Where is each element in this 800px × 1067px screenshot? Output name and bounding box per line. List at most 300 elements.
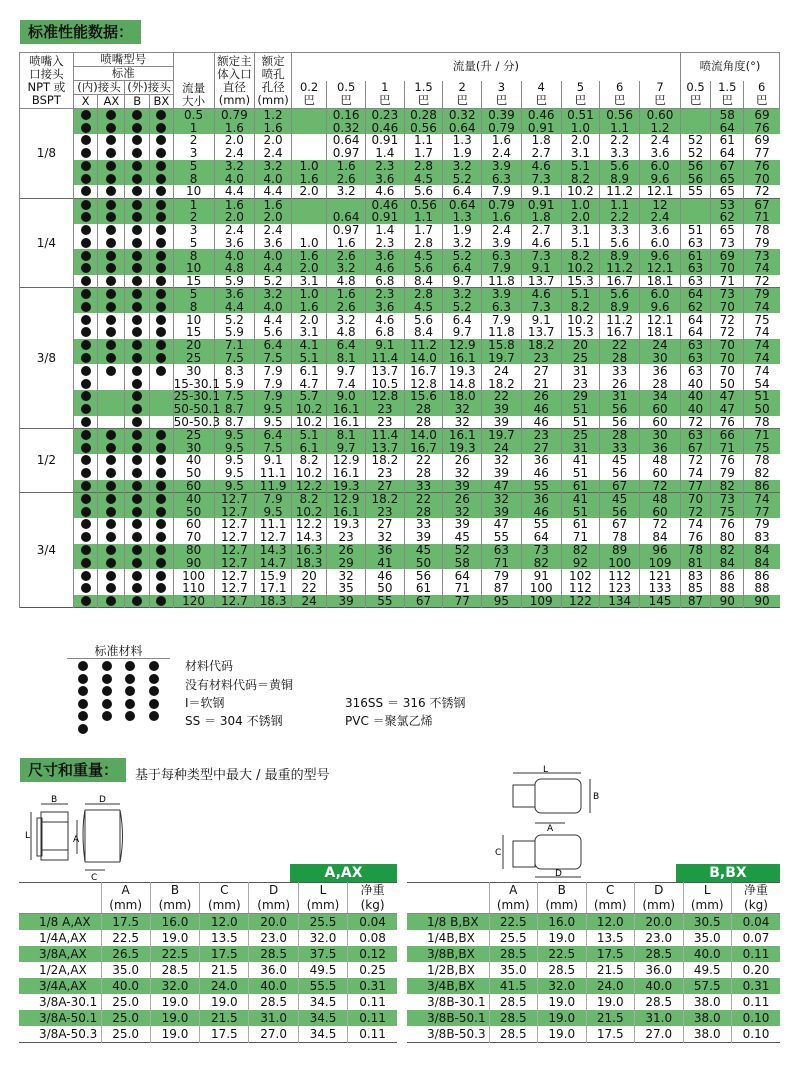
performance-cell: 9.1 xyxy=(521,313,561,326)
performance-cell: 26 xyxy=(327,544,366,557)
performance-cell: 4.6 xyxy=(521,288,561,301)
model-availability xyxy=(73,582,98,595)
available-dot-icon xyxy=(156,481,166,491)
material-dot-icon xyxy=(78,674,88,684)
performance-cell: 7.1 xyxy=(214,339,255,352)
performance-cell: 4.8 xyxy=(214,262,255,275)
performance-cell: 67 xyxy=(681,441,711,454)
performance-cell: 112 xyxy=(600,569,640,582)
performance-cell: 84 xyxy=(711,556,744,569)
performance-cell: 32 xyxy=(443,505,482,518)
model-availability xyxy=(125,364,150,377)
dim-model: 3/4B,BX xyxy=(427,979,475,993)
material-dot-icon xyxy=(78,711,88,721)
available-dot-icon xyxy=(81,519,91,529)
performance-cell: 16.1 xyxy=(327,467,366,480)
performance-cell: 7.9 xyxy=(482,185,522,198)
available-dot-icon xyxy=(81,327,91,337)
performance-cell: 30 xyxy=(640,428,681,441)
p-7: 7 巴 xyxy=(640,81,681,109)
performance-cell: 7.9 xyxy=(255,492,292,505)
available-dot-icon xyxy=(81,430,91,440)
dim-value: 0.12 xyxy=(348,946,397,962)
dim-value: 31.0 xyxy=(635,1010,684,1026)
performance-cell: 33 xyxy=(404,518,443,531)
available-dot-icon xyxy=(132,327,142,337)
performance-cell: 64 xyxy=(521,531,561,544)
available-dot-icon xyxy=(81,558,91,568)
capacity-header: 流量 大小 xyxy=(173,53,214,109)
performance-cell: 6.8 xyxy=(366,326,405,339)
dim-value: 20.0 xyxy=(249,914,298,931)
available-dot-icon xyxy=(81,443,91,453)
p-5: 5 巴 xyxy=(561,81,600,109)
performance-cell: 11.2 xyxy=(600,262,640,275)
performance-cell: 8 xyxy=(173,300,214,313)
ax-b-label: B xyxy=(51,795,58,805)
performance-cell: 88 xyxy=(744,582,780,595)
performance-cell: 1.3 xyxy=(443,134,482,147)
dim-value: 35.0 xyxy=(489,962,538,978)
performance-cell: 70 xyxy=(711,262,744,275)
material-cell xyxy=(142,673,166,686)
model-availability xyxy=(150,134,174,147)
performance-cell: 47 xyxy=(711,403,744,416)
model-availability xyxy=(73,262,98,275)
performance-cell: 5.1 xyxy=(291,428,326,441)
available-dot-icon xyxy=(156,123,166,133)
material-cell xyxy=(95,723,119,736)
performance-cell: 9.1 xyxy=(366,339,405,352)
performance-cell: 12.8 xyxy=(366,390,405,403)
performance-cell: 0.23 xyxy=(366,109,405,122)
p-3: 3 巴 xyxy=(482,81,522,109)
material-i: I＝软钢 xyxy=(185,696,225,710)
performance-cell: 8 xyxy=(173,249,214,262)
performance-cell: 4.4 xyxy=(255,262,292,275)
dim-value: 19.0 xyxy=(586,994,635,1010)
performance-cell: 9.5 xyxy=(214,441,255,454)
performance-cell: 80 xyxy=(711,531,744,544)
performance-cell: 4.4 xyxy=(255,313,292,326)
performance-table xyxy=(19,52,780,608)
performance-cell: 22 xyxy=(404,492,443,505)
performance-cell: 12.1 xyxy=(640,313,681,326)
available-dot-icon xyxy=(132,430,142,440)
model-availability xyxy=(98,326,125,339)
performance-cell: 3.2 xyxy=(443,160,482,173)
dim-value: 38.0 xyxy=(683,1010,732,1026)
performance-cell: 71 xyxy=(711,275,744,288)
performance-cell: 50 xyxy=(366,582,405,595)
dim-header: A (mm) xyxy=(489,883,538,914)
performance-cell: 7.5 xyxy=(255,352,292,365)
dim-value: 32.0 xyxy=(298,930,347,946)
available-dot-icon xyxy=(132,289,142,299)
available-dot-icon xyxy=(156,238,166,248)
performance-cell: 1.0 xyxy=(291,160,326,173)
performance-cell: 1.9 xyxy=(443,147,482,160)
performance-cell: 100 xyxy=(521,582,561,595)
material-dot-icon xyxy=(125,661,135,671)
performance-cell: 51 xyxy=(561,505,600,518)
performance-row xyxy=(20,390,780,403)
performance-cell: 12.7 xyxy=(214,569,255,582)
performance-cell: 51 xyxy=(681,224,711,237)
performance-cell: 4.6 xyxy=(521,160,561,173)
performance-cell: 5.6 xyxy=(404,313,443,326)
model-availability xyxy=(98,416,125,429)
performance-cell: 61 xyxy=(404,582,443,595)
performance-cell: 5.2 xyxy=(443,300,482,313)
performance-cell: 56 xyxy=(681,160,711,173)
material-dot-icon xyxy=(102,699,112,709)
model-availability xyxy=(98,249,125,262)
material-cell xyxy=(119,673,143,686)
angle-header: 喷流角度(°) xyxy=(681,53,780,81)
available-dot-icon xyxy=(106,558,116,568)
available-dot-icon xyxy=(106,494,116,504)
model-availability xyxy=(125,480,150,493)
performance-cell: 102 xyxy=(561,569,600,582)
performance-cell: 56 xyxy=(681,172,711,185)
performance-cell: 2.4 xyxy=(482,224,522,237)
dim-value: 25.5 xyxy=(298,914,347,931)
model-availability xyxy=(150,480,174,493)
performance-cell: 9.7 xyxy=(327,441,366,454)
model-availability xyxy=(125,147,150,160)
performance-cell: 4.0 xyxy=(255,172,292,185)
performance-cell: 1.7 xyxy=(404,224,443,237)
dim-value: 13.5 xyxy=(200,930,249,946)
available-dot-icon xyxy=(106,468,116,478)
performance-cell: 83 xyxy=(744,531,780,544)
performance-cell: 36 xyxy=(640,441,681,454)
dim-value: 24.0 xyxy=(200,978,249,994)
available-dot-icon xyxy=(106,161,116,171)
materials-dot-grid xyxy=(67,659,170,736)
performance-cell: 4.4 xyxy=(214,300,255,313)
available-dot-icon xyxy=(132,302,142,312)
performance-cell: 46 xyxy=(521,416,561,429)
performance-cell: 10.2 xyxy=(291,403,326,416)
available-dot-icon xyxy=(106,110,116,120)
dim-value: 17.5 xyxy=(200,946,249,962)
performance-cell: 1.6 xyxy=(327,288,366,301)
performance-cell: 24 xyxy=(482,441,522,454)
dim-row xyxy=(19,1010,397,1026)
dim-value: 36.0 xyxy=(635,962,684,978)
dim-row xyxy=(407,914,780,931)
performance-cell: 36 xyxy=(521,492,561,505)
dim-value: 40.0 xyxy=(249,978,298,994)
performance-cell: 9.7 xyxy=(443,326,482,339)
performance-cell: 17.1 xyxy=(255,582,292,595)
performance-cell: 6.8 xyxy=(366,275,405,288)
model-availability xyxy=(98,198,125,211)
model-availability xyxy=(98,377,125,390)
available-dot-icon xyxy=(156,212,166,222)
performance-cell: 20 xyxy=(561,339,600,352)
model-availability xyxy=(125,160,150,173)
model-availability xyxy=(150,249,174,262)
dim-value: 34.5 xyxy=(298,1010,347,1026)
performance-cell: 0.46 xyxy=(366,121,405,134)
dim-value: 28.5 xyxy=(249,946,298,962)
performance-cell: 12.7 xyxy=(214,531,255,544)
performance-cell: 80 xyxy=(173,544,214,557)
performance-cell: 86 xyxy=(744,569,780,582)
performance-cell: 70 xyxy=(711,300,744,313)
performance-row xyxy=(20,364,780,377)
performance-cell: 39 xyxy=(404,531,443,544)
dim-row xyxy=(407,930,780,946)
available-dot-icon xyxy=(106,212,116,222)
performance-cell: 11.4 xyxy=(366,352,405,365)
performance-cell xyxy=(291,224,326,237)
available-dot-icon xyxy=(106,455,116,465)
performance-cell: 70 xyxy=(173,531,214,544)
available-dot-icon xyxy=(132,353,142,363)
model-availability xyxy=(73,326,98,339)
performance-cell: 8.4 xyxy=(404,326,443,339)
model-availability xyxy=(125,198,150,211)
performance-cell: 0.91 xyxy=(366,134,405,147)
performance-cell: 25 xyxy=(173,428,214,441)
bx-l-label: L xyxy=(543,765,549,775)
performance-cell: 109 xyxy=(521,595,561,608)
performance-cell: 1.2 xyxy=(640,121,681,134)
performance-cell: 13.7 xyxy=(366,364,405,377)
material-cell xyxy=(95,673,119,686)
model-availability xyxy=(73,492,98,505)
performance-cell: 73 xyxy=(744,249,780,262)
performance-cell: 0.91 xyxy=(366,211,405,224)
performance-cell: 39 xyxy=(482,403,522,416)
performance-cell: 122 xyxy=(561,595,600,608)
material-dot-icon xyxy=(78,699,88,709)
model-availability xyxy=(125,416,150,429)
dim-value: 25.0 xyxy=(101,994,150,1010)
performance-cell: 63 xyxy=(681,428,711,441)
performance-cell: 15.8 xyxy=(482,339,522,352)
model-availability xyxy=(98,582,125,595)
performance-cell: 72 xyxy=(744,275,780,288)
available-dot-icon xyxy=(81,200,91,210)
dim-header: 净重 (kg) xyxy=(348,883,397,914)
available-dot-icon xyxy=(132,571,142,581)
available-dot-icon xyxy=(132,596,142,606)
performance-cell: 50-50.3 xyxy=(173,414,220,429)
performance-cell: 92 xyxy=(561,556,600,569)
available-dot-icon xyxy=(81,212,91,222)
performance-cell: 0.56 xyxy=(404,198,443,211)
performance-row xyxy=(20,275,780,288)
performance-cell: 74 xyxy=(744,492,780,505)
performance-cell: 2.7 xyxy=(521,147,561,160)
available-dot-icon xyxy=(156,110,166,120)
dim-header: D (mm) xyxy=(635,883,684,914)
performance-cell: 74 xyxy=(681,518,711,531)
performance-cell: 71 xyxy=(482,556,522,569)
performance-cell xyxy=(291,121,326,134)
dim-value: 22.5 xyxy=(489,914,538,931)
model-availability xyxy=(73,377,98,390)
performance-cell: 2.8 xyxy=(404,236,443,249)
performance-cell: 70 xyxy=(711,352,744,365)
available-dot-icon xyxy=(81,404,91,414)
performance-cell: 1.0 xyxy=(561,198,600,211)
dim-value: 21.5 xyxy=(200,962,249,978)
performance-cell: 84 xyxy=(640,531,681,544)
performance-cell: 8.7 xyxy=(214,416,255,429)
performance-cell: 47 xyxy=(711,390,744,403)
performance-cell xyxy=(681,109,711,122)
model-availability xyxy=(150,224,174,237)
performance-cell: 63 xyxy=(681,236,711,249)
performance-cell: 60 xyxy=(640,505,681,518)
performance-cell xyxy=(291,134,326,147)
performance-cell: 60 xyxy=(173,480,214,493)
dim-value: 0.31 xyxy=(348,978,397,994)
performance-cell: 4.6 xyxy=(366,185,405,198)
dim-value: 0.20 xyxy=(732,962,781,978)
model-availability xyxy=(150,109,174,122)
performance-cell: 2.0 xyxy=(291,313,326,326)
material-cell xyxy=(71,698,95,711)
material-dot-icon xyxy=(102,674,112,684)
ax-dimension-drawing xyxy=(25,792,135,882)
available-dot-icon xyxy=(132,417,142,427)
performance-cell: 24 xyxy=(640,339,681,352)
dim-model: 3/8A-50.1 xyxy=(39,1011,98,1025)
performance-cell: 56 xyxy=(600,416,640,429)
model-availability xyxy=(73,275,98,288)
available-dot-icon xyxy=(132,558,142,568)
model-availability xyxy=(98,454,125,467)
model-availability xyxy=(98,275,125,288)
performance-cell: 16.7 xyxy=(404,441,443,454)
performance-cell: 4.5 xyxy=(404,300,443,313)
performance-row xyxy=(20,403,780,416)
available-dot-icon xyxy=(106,174,116,184)
performance-cell: 3.1 xyxy=(291,326,326,339)
model-availability xyxy=(150,236,174,249)
model-availability xyxy=(150,364,174,377)
available-dot-icon xyxy=(106,366,116,376)
performance-cell: 5 xyxy=(173,160,214,173)
model-availability xyxy=(150,556,174,569)
dim-value: 25.0 xyxy=(101,1026,150,1043)
performance-row xyxy=(20,595,780,608)
performance-row xyxy=(20,211,780,224)
dim-value: 32.0 xyxy=(538,978,587,994)
available-dot-icon xyxy=(106,327,116,337)
performance-cell: 55 xyxy=(366,595,405,608)
performance-cell: 87 xyxy=(681,595,711,608)
material-dot-icon xyxy=(149,686,159,696)
material-dot-icon xyxy=(78,724,88,734)
available-dot-icon xyxy=(81,366,91,376)
performance-cell: 28 xyxy=(404,467,443,480)
performance-cell: 9.5 xyxy=(214,454,255,467)
available-dot-icon xyxy=(156,583,166,593)
available-dot-icon xyxy=(81,583,91,593)
model-availability xyxy=(125,595,150,608)
performance-cell: 78 xyxy=(600,531,640,544)
performance-cell: 5.9 xyxy=(214,377,255,390)
model-availability xyxy=(98,556,125,569)
performance-cell: 40 xyxy=(681,390,711,403)
model-availability xyxy=(125,339,150,352)
performance-cell xyxy=(681,198,711,211)
available-dot-icon xyxy=(106,353,116,363)
performance-cell: 18.0 xyxy=(443,390,482,403)
orifice-header: 额定 喷孔 孔径 (mm) xyxy=(255,53,292,109)
performance-cell: 2.7 xyxy=(521,224,561,237)
available-dot-icon xyxy=(156,315,166,325)
performance-cell: 12.7 xyxy=(214,492,255,505)
performance-cell: 86 xyxy=(711,569,744,582)
performance-cell: 8.9 xyxy=(600,172,640,185)
model-availability xyxy=(150,390,174,403)
performance-cell: 1.6 xyxy=(482,134,522,147)
performance-cell: 45 xyxy=(443,531,482,544)
available-dot-icon xyxy=(132,251,142,261)
dim-value: 35.0 xyxy=(683,930,732,946)
dim-value: 25.5 xyxy=(489,930,538,946)
performance-cell: 2.0 xyxy=(291,185,326,198)
dim-header: D (mm) xyxy=(249,883,298,914)
performance-cell: 25 xyxy=(561,352,600,365)
performance-cell: 50 xyxy=(404,556,443,569)
model-availability xyxy=(125,467,150,480)
performance-cell: 6.4 xyxy=(443,313,482,326)
performance-cell: 56 xyxy=(404,569,443,582)
dim-value: 0.25 xyxy=(348,962,397,978)
performance-cell: 5.6 xyxy=(404,185,443,198)
performance-cell: 5.9 xyxy=(214,275,255,288)
performance-cell: 1.6 xyxy=(327,160,366,173)
available-dot-icon xyxy=(132,532,142,542)
angle-p-1-5: 1.5 巴 xyxy=(711,81,744,109)
available-dot-icon xyxy=(156,161,166,171)
performance-cell: 6.4 xyxy=(327,339,366,352)
performance-cell: 69 xyxy=(744,109,780,122)
model-availability xyxy=(150,121,174,134)
dim-value: 16.0 xyxy=(150,914,199,931)
performance-cell: 7.4 xyxy=(327,377,366,390)
performance-cell: 3.2 xyxy=(443,288,482,301)
performance-cell: 1.4 xyxy=(366,224,405,237)
performance-row xyxy=(20,313,780,326)
performance-cell: 45 xyxy=(404,544,443,557)
performance-cell: 5.6 xyxy=(255,326,292,339)
performance-cell: 46 xyxy=(521,505,561,518)
ax-d-label: D xyxy=(99,795,106,805)
performance-cell: 3.6 xyxy=(640,224,681,237)
standard-header: 标准 xyxy=(73,67,173,81)
performance-cell: 65 xyxy=(711,185,744,198)
performance-cell: 32 xyxy=(482,454,522,467)
performance-cell xyxy=(291,211,326,224)
performance-cell: 8.3 xyxy=(214,364,255,377)
outer-thread-header: (外)接头 xyxy=(125,81,173,95)
performance-cell: 18.3 xyxy=(291,556,326,569)
available-dot-icon xyxy=(132,238,142,248)
performance-cell: 51 xyxy=(561,416,600,429)
available-dot-icon xyxy=(106,200,116,210)
